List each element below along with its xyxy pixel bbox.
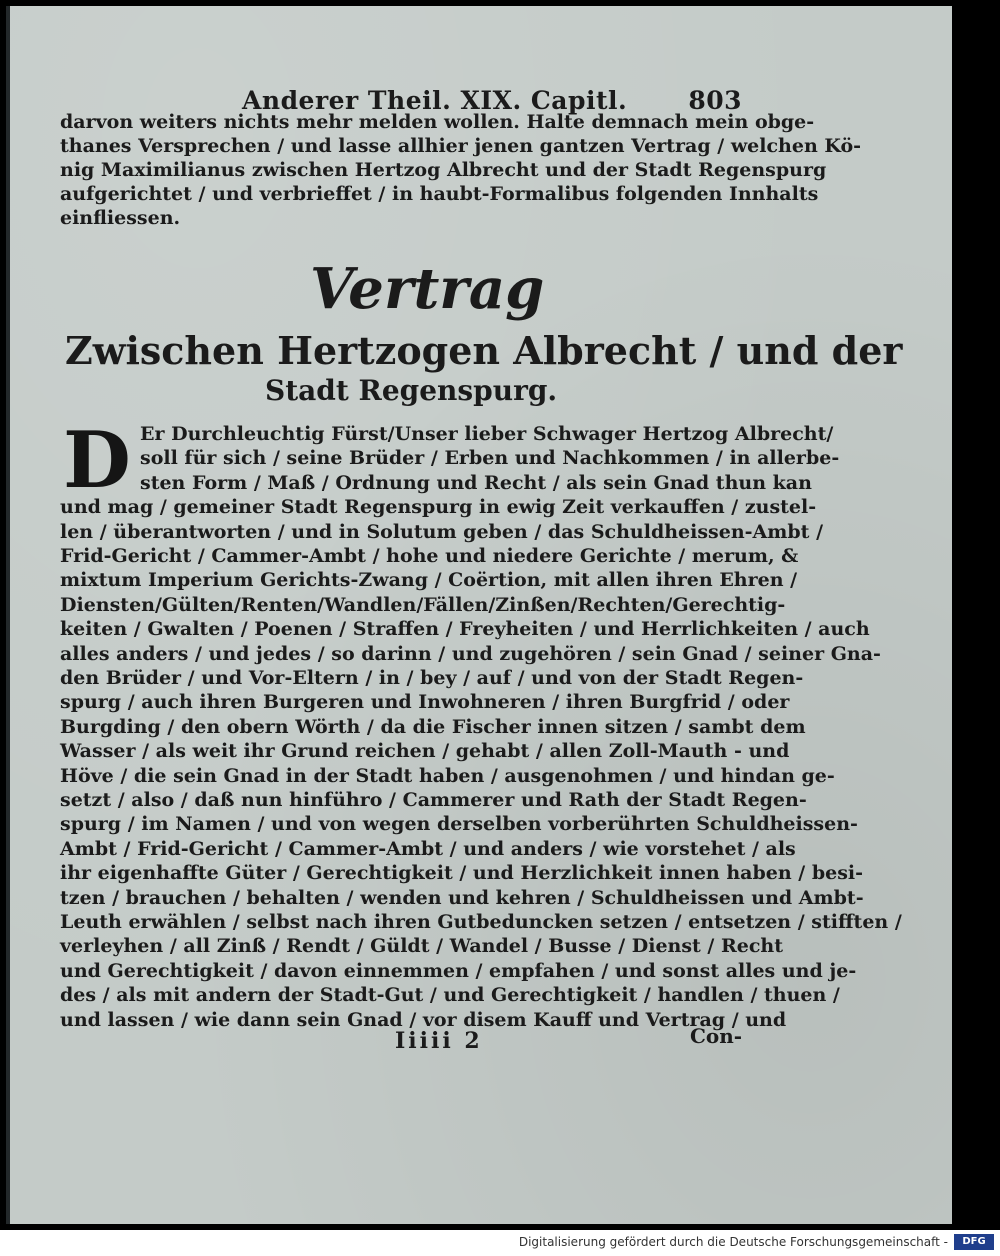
running-title: Anderer Theil. XIX. Capitl. [242, 86, 628, 115]
body-line: len / überantworten / und in Solutum geben / das Schuldheissen-Ambt / [60, 521, 824, 543]
body-line: Höve / die sein Gnad in der Stadt haben / ausgenohmen / und hindan ge- [60, 765, 835, 787]
intro-line: thanes Versprechen / und lasse allhier jenen gantzen Vertrag / welchen Kö- [60, 135, 862, 157]
book-page [6, 6, 952, 1224]
body-line: verleyhen / all Zinß / Rendt / Güldt / Wandel / Busse / Dienst / Recht [60, 935, 784, 957]
body-line: setzt / also / daß nun hinführo / Cammerer und Rath der Stadt Regen- [60, 789, 807, 811]
catchword: Con- [690, 1024, 743, 1048]
body-line: sten Form / Maß / Ordnung und Recht / als sein Gnad thun kan [140, 472, 812, 494]
intro-line: einfliessen. [60, 207, 181, 229]
section-title: Vertrag [310, 256, 545, 322]
body-line: alles anders / und jedes / so darinn / und zugehören / sein Gnad / seiner Gna- [60, 643, 881, 665]
body-line: Burgding / den obern Wörth / da die Fischer innen sitzen / sambt dem [60, 716, 806, 738]
body-line: spurg / auch ihren Burgeren und Inwohneren / ihren Burgfrid / oder [60, 691, 790, 713]
intro-line: aufgerichtet / und verbrieffet / in haubt-Formalibus folgenden Innhalts [60, 183, 819, 205]
body-line: tzen / brauchen / behalten / wenden und kehren / Schuldheissen und Ambt- [60, 887, 864, 909]
intro-line: darvon weiters nichts mehr melden wollen. Halte demnach mein obge- [60, 111, 815, 133]
body-line: Leuth erwählen / selbst nach ihren Gutbeduncken setzen / entsetzen / stifften / [60, 911, 902, 933]
footer-credit: Digitalisierung gefördert durch die Deutsche Forschungsgemeinschaft - [518, 1235, 948, 1249]
body-line: spurg / im Namen / und von wegen derselben vorberührten Schuldheissen- [60, 813, 858, 835]
body-line: mixtum Imperium Gerichts-Zwang / Coërtion, mit allen ihren Ehren / [60, 569, 798, 591]
body-line: soll für sich / seine Brüder / Erben und Nachkommen / in allerbe- [140, 447, 840, 469]
body-line: des / als mit andern der Stadt-Gut / und Gerechtigkeit / handlen / thuen / [60, 984, 840, 1006]
page-number: 803 [688, 86, 742, 115]
intro-line: nig Maximilianus zwischen Hertzog Albrecht und der Stadt Regenspurg [60, 159, 827, 181]
body-line: Frid-Gericht / Cammer-Ambt / hohe und niedere Gerichte / merum, & [60, 545, 799, 567]
signature-mark: Iiiii 2 [395, 1028, 483, 1054]
body-line: Diensten/Gülten/Renten/Wandlen/Fällen/Zinßen/Rechten/Gerechtig- [60, 594, 786, 616]
body-line: keiten / Gwalten / Poenen / Straffen / Freyheiten / und Herrlichkeiten / auch [60, 618, 870, 640]
dfg-logo: DFG [954, 1234, 994, 1250]
body-line: und Gerechtigkeit / davon einnemmen / empfahen / und sonst alles und je- [60, 960, 857, 982]
body-line: ihr eigenhaffte Güter / Gerechtigkeit / und Herzlichkeit innen haben / besi- [60, 862, 863, 884]
body-line: Er Durchleuchtig Fürst/Unser lieber Schwager Hertzog Albrecht/ [140, 423, 834, 445]
body-line: und lassen / wie dann sein Gnad / vor disem Kauff und Vertrag / und [60, 1009, 787, 1031]
section-subtitle-line2: Stadt Regenspurg. [265, 374, 558, 407]
section-subtitle-line1: Zwischen Hertzogen Albrecht / und der [65, 328, 903, 373]
body-line: den Brüder / und Vor-Eltern / in / bey / auf / und von der Stadt Regen- [60, 667, 804, 689]
footer-bar [0, 1230, 1000, 1256]
body-line: und mag / gemeiner Stadt Regenspurg in ewig Zeit verkauffen / zustel- [60, 496, 817, 518]
body-line: Wasser / als weit ihr Grund reichen / gehabt / allen Zoll-Mauth - und [60, 740, 790, 762]
body-line: Ambt / Frid-Gericht / Cammer-Ambt / und anders / wie vorstehet / als [60, 838, 796, 860]
drop-cap: D [63, 415, 131, 506]
scan-border [948, 0, 1000, 1230]
